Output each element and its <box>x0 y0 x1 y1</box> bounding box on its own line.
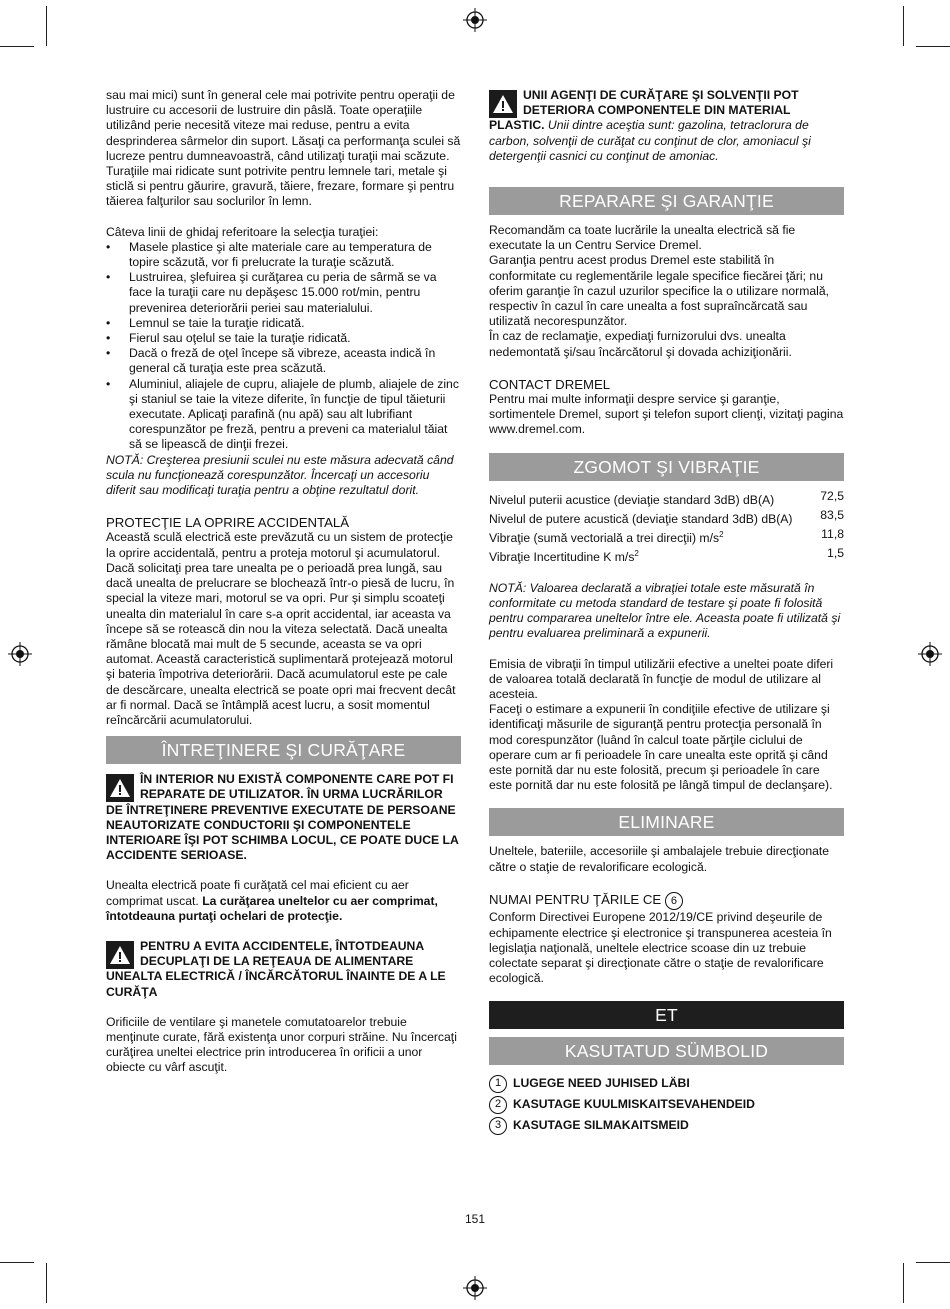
vibration-note: NOTĂ: Valoarea declarată a vibraţiei totale este măsurată în conformitate cu metoda standard de testare şi poate fi folosită pentru compararea uneltelor între ele. Aceasta poate fi utilizată şi pentru evaluarea preliminară a expunerii. <box>489 580 841 641</box>
eu-text: Conform Directivei Europene 2012/19/CE privind deşeurile de echipamente electrice şi electronice şi transpunerea acesteia în legislaţia naţională, uneltele electrice scoase din uz trebuie colectate separat şi direcţionate către o staţie de revalorificare ecologică. <box>489 910 832 986</box>
noise-vibration-banner: ZGOMOT ŞI VIBRAŢIE <box>489 453 844 481</box>
estimate-text: Faceţi o estimare a expunerii în condiţiile efective de utilizare şi identificaţi măsurile de siguranţă pentru protecţia personală în mod corespunzător (luând în calcul toate părţile ciclului de operare cum ar fi perioadele în care unealta este oprită şi când este pornită dar nu este folosită, precum şi perioadele în care este pornită dar nu este folosită pe lângă timpul de declanşare). <box>489 702 833 793</box>
warning-detail-text: Unii dintre aceştia sunt: gazolina, tetraclorura de carbon, solvenţii de curăţat cu conţinut de clor, amoniacul şi detergenţii casnici cu conţinut de amoniac. <box>489 118 811 163</box>
registration-mark-icon <box>918 642 942 666</box>
disposal-text: Uneltele, bateriile, accesoriile şi ambalajele trebuie direcţionate către o staţie de revalorificare ecologică. <box>489 844 830 874</box>
speed-guidelines-intro: Câteva linii de ghidaj referitoare la selecţia turaţiei: <box>106 224 379 239</box>
contact-text: Pentru mai multe informaţii despre service şi garanţie, sortimentele Dremel, suport şi telefon suport clienţi, vizitaţi pagina www.dremel.com. <box>489 392 844 437</box>
right-column <box>489 88 844 1136</box>
spec-row <box>489 508 844 527</box>
crop-mark <box>903 6 904 46</box>
cleaning-warning-text: La curăţarea uneltelor cu aer comprimat, întotdeauna purtaţi ochelari de protecţie. <box>106 893 438 923</box>
symbol-number-icon: 1 <box>489 1075 507 1093</box>
spec-row <box>489 546 844 565</box>
list-item <box>489 1094 844 1115</box>
list-item <box>489 1073 844 1094</box>
crop-mark <box>0 46 34 47</box>
spec-value: 1,5 <box>827 546 844 561</box>
speed-guidelines-list <box>106 240 461 453</box>
spec-label: Nivelul puterii acustice (deviaţie standard 3dB) dB(A) <box>489 492 775 507</box>
warning-text: ÎN INTERIOR NU EXISTĂ COMPONENTE CARE POT FI REPARATE DE UTILIZATOR. ÎN URMA LUCRĂRILOR DE ÎNTREŢINERE PREVENTIVE EXECUTATE DE PERSOANE NEAUTORIZATE CONDUCTORII ŞI COMPONENTELE INTERIOARE ÎŞI POT SCHIMBA LOCUL, CE POATE DUCE LA ACCIDENTE SERIOASE. <box>106 772 459 863</box>
crop-mark <box>0 1262 34 1263</box>
registration-mark-icon <box>463 8 487 32</box>
eu-heading-text: NUMAI PENTRU ŢĂRILE CE <box>489 891 662 907</box>
repair-text: Recomandăm ca toate lucrările la unealta electrică să fie executate la un Centru Service Dremel. <box>489 223 796 253</box>
symbol-number-icon: 3 <box>489 1117 507 1135</box>
stall-protection-heading: PROTECŢIE LA OPRIRE ACCIDENTALĂ <box>106 515 350 531</box>
spec-label: Vibraţie (sumă vectorială a trei direcţii) m/s <box>489 531 720 546</box>
warning-text: PENTRU A EVITA ACCIDENTELE, ÎNTOTDEAUNA DECUPLAŢI DE LA REŢEAUA DE ALIMENTARE UNEALTA ELECTRICĂ / ÎNCĂRCĂTORUL ÎNAINTE DE A LE CURĂŢA <box>106 938 446 999</box>
warning-block <box>489 88 844 164</box>
spec-value: 11,8 <box>821 527 844 542</box>
warning-block <box>106 939 461 1000</box>
warranty-text: Garanţia pentru acest produs Dremel este stabilită în conformitate cu reglementările legale specifice fiecărei ţări; nu oferim garanţie în cazul uzurilor specifice la o utilizare normală, respectiv în cazul în care unealta a fost supraîncărcată sau utilizată necorespunzător. <box>489 253 830 329</box>
spec-unit-superscript: 2 <box>634 549 639 559</box>
symbol-number-icon: 2 <box>489 1096 507 1114</box>
spec-value: 72,5 <box>820 488 844 503</box>
warning-triangle-icon <box>106 941 134 969</box>
crop-mark <box>903 1263 904 1303</box>
list-item: • Lemnul se taie la turaţie ridicată. <box>106 316 461 331</box>
repair-warranty-banner: REPARARE ŞI GARANŢIE <box>489 187 844 215</box>
crop-mark <box>916 46 950 47</box>
symbol-text: KASUTAGE KUULMISKAITSEVAHENDEID <box>513 1097 755 1112</box>
symbols-list <box>489 1073 844 1136</box>
language-banner: ET <box>489 1001 844 1029</box>
stall-protection-text: Această sculă electrică este prevăzută cu un sistem de protecţie la oprire accidentală, pentru a proteja motorul şi acumulatorul. Dacă solicitaţi prea tare unealta pe o perioadă prea lungă, sau dacă unealta de prelucrare se blochează într-o piesă de lucru, în special la viteze mari, motorul se va opri. Pur şi simplu scoateţi unealta din materialul în care s-a oprit accidental, iar aceasta va începe să se rotească din nou la viteza selectată. Dacă unealta rămâne blocată mai mult de 5 secunde, aceasta se va opri automat. Această caracteristică suplimentară protejează motorul şi bateria împotriva deteriorării. Dacă acumulatorul este pe cale de descărcare, unealta electrică se poate opri mai frecvent decât ar fi normal. Dacă se întâmplă acest lucru, a sosit momentul reîncărcării acumulatorului. <box>106 530 456 727</box>
disposal-banner: ELIMINARE <box>489 808 844 836</box>
warning-triangle-icon <box>106 774 134 802</box>
warning-triangle-icon <box>489 90 517 118</box>
spec-value: 83,5 <box>820 507 844 522</box>
emission-text: Emisia de vibraţii în timpul utilizării efective a uneltei poate diferi de valoarea totală declarată în funcţie de modul de utilizare al acesteia. <box>489 656 834 701</box>
crop-mark <box>46 1263 47 1303</box>
list-item: • Dacă o freză de oţel începe să vibreze, aceasta indică în general că turaţia este prea scăzută. <box>106 346 461 376</box>
spec-table <box>489 489 844 566</box>
contact-heading: CONTACT DREMEL <box>489 376 611 392</box>
symbol-number-icon: 6 <box>665 892 683 910</box>
list-item: • Fierul sau oţelul se taie la turaţie ridicată. <box>106 331 461 346</box>
page-number: 151 <box>464 1212 486 1226</box>
spec-row <box>489 527 844 546</box>
symbol-text: KASUTAGE SILMAKAITSMEID <box>513 1118 689 1133</box>
warning-text: UNII AGENŢI DE CURĂŢARE ŞI SOLVENŢII POT DETERIORA COMPONENTELE DIN MATERIAL PLASTIC. <box>489 88 799 133</box>
symbols-banner: KASUTATUD SÜMBOLID <box>489 1037 844 1065</box>
registration-mark-icon <box>463 1276 487 1300</box>
speed-note: NOTĂ: Creşterea presiunii sculei nu este măsura adecvată când scula nu funcţionează corespunzător. Încercaţi un accesoriu diferit sau modificaţi turaţia pentru a obţine rezultatul dorit. <box>106 452 454 498</box>
maintenance-banner: ÎNTREŢINERE ŞI CURĂŢARE <box>106 736 461 764</box>
speed-paragraph: sau mai mici) sunt în general cele mai potrivite pentru operaţii de lustruire cu accesorii de lustruire din pâslă. Toate operaţiile utilizând perie necesită viteze mai reduse, pentru a evita desprinderea sârmelor din suport. Lăsaţi ca performanţa sculei să lucreze pentru dumneavoastră, când utilizaţi turaţii mai scăzute. Turaţiile mai ridicate sunt potrivite pentru lemnele tari, metale şi sticlă si pentru găurire, gravură, tăiere, frezare, formare şi pentru tăierea falţurilor sau soclurilor în lemn. <box>106 88 461 209</box>
spec-label: Nivelul de putere acustică (deviaţie standard 3dB) dB(A) <box>489 511 793 526</box>
list-item: • Aluminiul, aliajele de cupru, aliajele de plumb, aliajele de zinc şi staniul se taie la viteze diferite, în funcţie de tipul tăieturii executate. Aplicaţi parafină (nu apă) sau alt lubrifiant corespunzător pe freză, pentru a preveni ca materialul tăiat să se lipească de dinţii frezei. <box>106 377 461 453</box>
spec-label: Vibraţie Incertitudine K m/s <box>489 550 635 565</box>
crop-mark <box>46 6 47 46</box>
list-item: • Lustruirea, şlefuirea şi curăţarea cu peria de sârmă se va face la turaţii care nu depăşesc 15.000 rot/min, pentru prevenirea deteriorării periei sau materialului. <box>106 270 461 316</box>
eu-heading <box>489 892 844 911</box>
list-item <box>489 1115 844 1136</box>
crop-mark <box>916 1262 950 1263</box>
symbol-text: LUGEGE NEED JUHISED LÄBI <box>513 1076 690 1091</box>
ventilation-paragraph: Orificiile de ventilare şi manetele comutatoarelor trebuie menţinute curate, fără existenţa unor corpuri străine. Nu încercaţi curăţirea uneltei electrice prin introducerea în orificii a unor obiecte cu vârf ascuţit. <box>106 1014 457 1075</box>
registration-mark-icon <box>8 642 32 666</box>
cleaning-paragraph <box>106 878 461 924</box>
cleaning-text: Unealta electrică poate fi curăţată cel mai eficient cu aer comprimat uscat. <box>106 878 409 908</box>
spec-row <box>489 489 844 508</box>
left-column <box>106 88 461 1076</box>
warning-block <box>106 772 461 863</box>
list-item: • Masele plastice şi alte materiale care au temperatura de topire scăzută, vor fi prelucrate la turaţie scăzută. <box>106 240 461 270</box>
claim-text: În caz de reclamaţie, expediaţi furnizorului dvs. unealta nedemontată şi/sau încărcătorul şi dovada achiziţionării. <box>489 329 792 359</box>
spec-unit-superscript: 2 <box>719 530 724 540</box>
